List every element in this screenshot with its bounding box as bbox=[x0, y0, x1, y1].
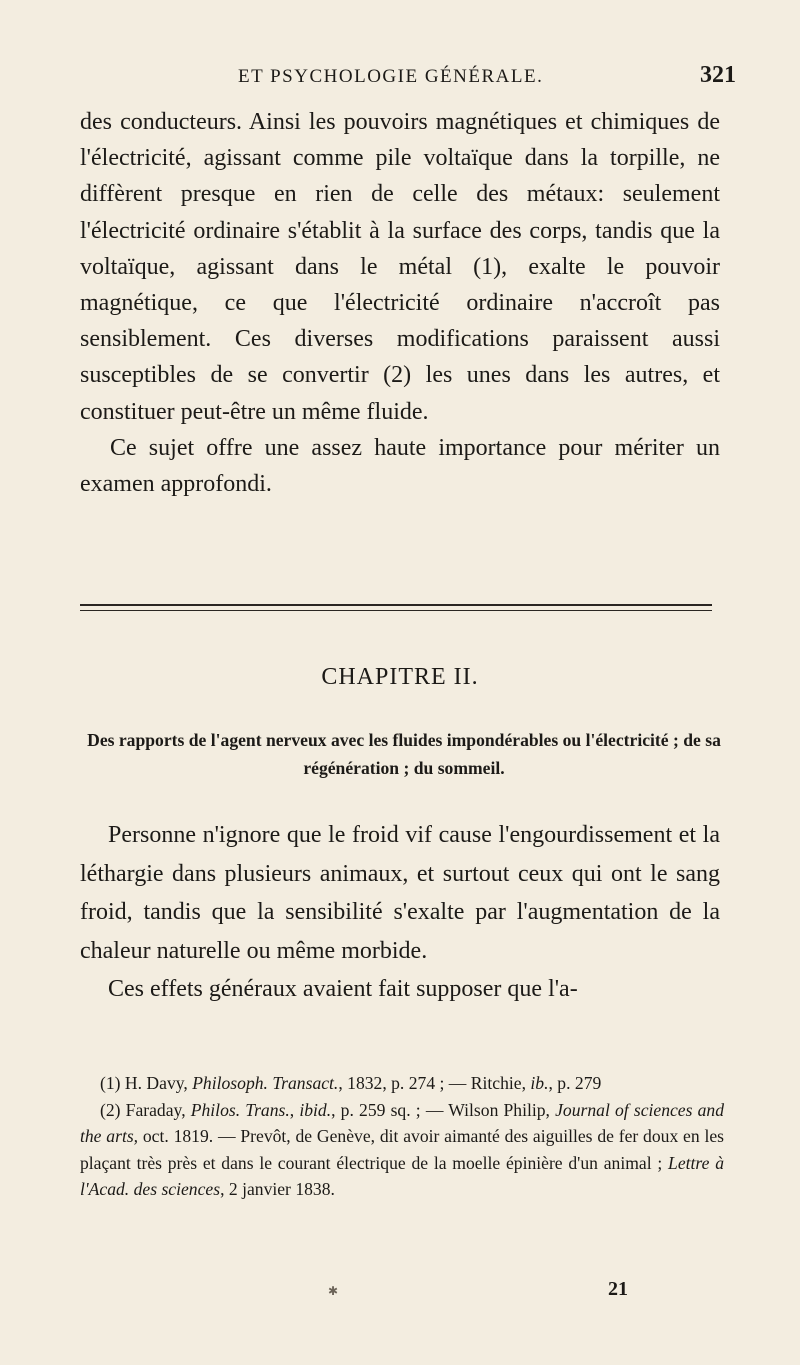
footnote-text: , 1832, p. 274 ; — Ritchie, bbox=[338, 1073, 531, 1093]
footnote-ibid: ibid. bbox=[299, 1099, 332, 1120]
double-rule-divider bbox=[80, 604, 712, 611]
paragraph-continuation: des conducteurs. Ainsi les pouvoirs magnétiques et chimiques de l'électricité, agissant comme pile voltaïque dans la torpille, ne diffèrent presque en rien de celle des métaux: seulement l'électricité ordinaire s'établit à la surface des corps, tandis que la voltaïque, agissant dans le métal (1), exalte le pouvoir magnétique, ce que l'électricité ordinaire n'accroît pas sensiblement. Ces diverses modifications paraissent aussi susceptibles de se convertir (2) les unes dans les autres, et constituer peut-être un même fluide. bbox=[80, 109, 720, 425]
footnote-text: , bbox=[289, 1099, 300, 1120]
footnote-author: Faraday, bbox=[125, 1099, 191, 1120]
footnote-text: , 2 janvier 1838. bbox=[220, 1179, 335, 1199]
asterisk-icon: ✱ bbox=[328, 1284, 339, 1298]
footnote-author: H. Davy, bbox=[124, 1073, 193, 1093]
running-title: ET PSYCHOLOGIE GÉNÉRALE. bbox=[238, 66, 544, 87]
footnote-work-title: Philosoph. Transact. bbox=[192, 1073, 339, 1093]
chapter-text bbox=[80, 816, 720, 1009]
footnote-ibid: ib. bbox=[530, 1073, 549, 1093]
footnote-journal-title: Journal of sciences and the arts, bbox=[80, 1099, 725, 1146]
chapter-heading: CHAPITRE II. bbox=[321, 664, 479, 690]
paragraph: Ces effets généraux avaient fait supposer que l'a- bbox=[108, 976, 578, 1002]
paragraph: Ce sujet offre une assez haute importance pour mériter un examen approfondi. bbox=[80, 434, 720, 498]
footnote-text: oct. 1819. — Prevôt, de Genève, dit avoir aimanté des aiguilles de fer doux en les plaçant très près et dans le courant électrique de la moelle épinière d'un animal ; bbox=[80, 1126, 724, 1173]
footnote-text: , p. 259 sq. ; — Wilson Philip, bbox=[331, 1099, 556, 1120]
footnote-1 bbox=[80, 1070, 724, 1097]
signature-number: 21 bbox=[608, 1278, 628, 1300]
footnote-letter-title: Lettre à l'Acad. des sciences bbox=[80, 1152, 724, 1199]
running-head bbox=[80, 62, 736, 96]
page-number: 321 bbox=[700, 62, 736, 88]
footnote-work-title: Philos. Trans. bbox=[190, 1099, 290, 1120]
footnotes bbox=[80, 1070, 724, 1203]
chapter-subtitle: Des rapports de l'agent nerveux avec les fluides impondérables ou l'électricité ; de sa régénération ; du sommeil. bbox=[87, 730, 721, 778]
footnote-marker: (1) bbox=[100, 1073, 125, 1093]
signature-line bbox=[80, 1280, 720, 1308]
body-text bbox=[80, 104, 720, 502]
footnote-marker: (2) bbox=[100, 1099, 126, 1120]
footnote-text: , p. 279 bbox=[548, 1073, 602, 1093]
paragraph: Personne n'ignore que le froid vif cause l'engourdissement et la léthargie dans plusieurs animaux, et surtout ceux qui ont le sang froid, tandis que la sensibilité s'exalte par l'augmentation de la chaleur naturelle ou même morbide. bbox=[80, 822, 720, 964]
footnote-2 bbox=[80, 1097, 724, 1203]
